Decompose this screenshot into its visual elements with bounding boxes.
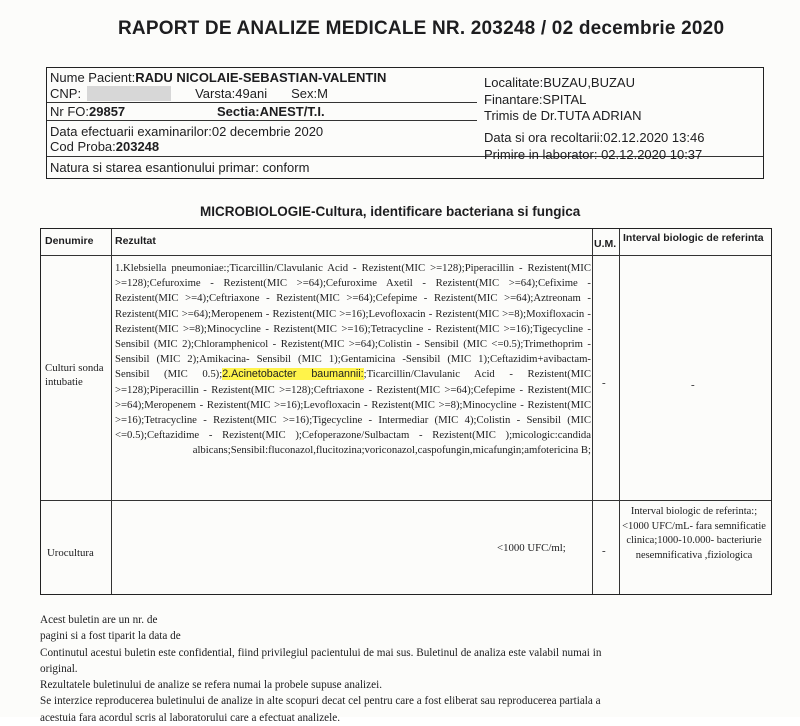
- sample-state-value: conform: [262, 160, 310, 175]
- footer-line: Continutul acestui buletin este confidential, fiind privilegiul pacientului de mai sus. Buletinul de analiza este valabil numai in: [40, 646, 602, 659]
- locality-value: BUZAU,BUZAU: [543, 75, 635, 90]
- age-value: 49ani: [235, 86, 268, 101]
- received-label: Primire in laborator:: [484, 147, 598, 162]
- sent-by-value: TUTA ADRIAN: [557, 108, 642, 123]
- footer-line: Rezultatele buletinului de analize se refera numai la probele supuse analizei.: [40, 679, 382, 692]
- age-label: Varsta:: [195, 86, 236, 101]
- sample-state-row: [50, 160, 309, 175]
- sent-by-row: [484, 108, 641, 123]
- cnp-label: CNP:: [50, 86, 82, 101]
- locality-label: Localitate:: [484, 75, 544, 90]
- row-result-urocultura: <1000 UFC/ml;: [497, 542, 566, 554]
- fo-label: Nr FO:: [50, 104, 89, 119]
- sectia-label: Sectia:: [217, 104, 260, 119]
- funding-row: [484, 92, 586, 107]
- locality-row: [484, 75, 635, 90]
- divider: [47, 102, 477, 103]
- exam-date-row: [50, 124, 323, 139]
- report-title: RAPORT DE ANALIZE MEDICALE NR. 203248 / 02 decembrie 2020: [118, 18, 725, 39]
- sample-code-label: Cod Proba:: [50, 139, 116, 154]
- sex-value: M: [317, 86, 328, 101]
- cnp-redacted: [87, 86, 171, 101]
- column-header-um: U.M.: [594, 238, 617, 250]
- fo-value: 29857: [89, 104, 126, 119]
- collection-row: [484, 130, 704, 145]
- row-name-urocultura: Urocultura: [47, 547, 94, 559]
- result-text-klebsiella: 1.Klebsiella pneumoniae:;Ticarcillin/Clavulanic Acid - Rezistent(MIC >=128);Piperacillin - Rezistent(MIC >=128);Cefuroxime - Rezistent(MIC >=64);Cefuroxime Axetil - Rezistent(MIC >=64);Cefixime - Rezistent(MIC >=4);Ceftriaxone - Rezistent(MIC >=64);Cefepime - Rezistent(MIC >=64);Aztreonam - Rezistent(MIC >=64);Meropenem - Rezistent(MIC >=16);Levofloxacin - Rezistent(MIC >=8);Moxifloxacin - Rezistent(MIC >=8);Minocycline - Rezistent(MIC >=16);Tetracycline - Rezistent(MIC >=16);Tigecycline - Sensibil (MIC 2);Chloramphenicol - Rezistent(MIC >=64);Colistin - Sensibil (MIC <=0.5);Trimethoprim - Sensibil (MIC 2);Amikacina- Sensibil (MIC 1);Gentamicina -Sensibil (MIC 1);Ceftazidim+avibactam- Sensibil (MIC 0.5);: [115, 262, 591, 381]
- received-row: [484, 147, 702, 162]
- funding-label: Finantare:: [484, 92, 543, 107]
- divider: [47, 120, 477, 121]
- sample-code-row: [50, 139, 159, 154]
- collection-label: Data si ora recoltarii:: [484, 130, 604, 145]
- footer-line: Acest buletin are un nr. de: [40, 614, 158, 626]
- footer-notes: [40, 612, 770, 726]
- exam-date-label: Data efectuarii examinarilor:: [50, 124, 212, 139]
- column-divider: [111, 229, 112, 594]
- row-interval-urocultura: Interval biologic de referinta:;<1000 UFC/mL- fara semnificatie clinica;1000-10.000- bacteriurie nesemnificativa ,fiziologica: [622, 506, 766, 561]
- footer-line: pagini si a fost tiparit la data de: [40, 630, 181, 643]
- footer-line: Se interzice reproducerea buletinului de analize in alte scopuri decat cel pentru care a fost eliberat sau reproducerea partiala a: [40, 695, 601, 708]
- column-header-result: Rezultat: [115, 235, 156, 247]
- row-result-culturi: [115, 261, 591, 459]
- row-um-culturi: -: [602, 377, 606, 389]
- section-title: MICROBIOLOGIE-Cultura, identificare bacteriana si fungica: [200, 204, 581, 219]
- exam-date-value: 02 decembrie 2020: [211, 124, 324, 139]
- sample-state-label: Natura si starea esantionului primar:: [50, 160, 259, 175]
- column-header-name: Denumire: [45, 235, 94, 247]
- patient-info-box: [46, 67, 764, 179]
- sectia-row: [217, 104, 325, 119]
- highlighted-acinetobacter: 2.Acinetobacter baumannii:: [222, 368, 364, 381]
- column-divider: [592, 229, 593, 594]
- footer-line: original.: [40, 662, 78, 675]
- row-divider: [41, 500, 771, 501]
- patient-name-label: Nume Pacient:: [50, 70, 136, 85]
- footer-line: acestuia fara acordul scris al laboratorului care a efectuat analizele.: [40, 711, 341, 724]
- row-um-urocultura: -: [602, 545, 606, 557]
- column-header-interval: Interval biologic de referinta: [623, 232, 764, 244]
- sent-by-label: Trimis de Dr.: [484, 108, 558, 123]
- patient-name-value: RADU NICOLAIE-SEBASTIAN-VALENTIN: [135, 70, 387, 85]
- sex-label: Sex:: [291, 86, 318, 101]
- row-interval-culturi: -: [691, 379, 695, 391]
- cnp-row: [50, 86, 328, 101]
- fo-row: [50, 104, 125, 119]
- sectia-value: ANEST/T.I.: [259, 104, 325, 119]
- result-text-acinetobacter: ;Ticarcillin/Clavulanic Acid - Rezistent(MIC >=128);Piperacillin - Rezistent(MIC >=128);Ceftriaxone - Rezistent(MIC >=64);Cefepime - Rezistent(MIC >=64);Meropenem - Rezistent(MIC >=16);Levofloxacin - Rezistent(MIC >=8);Minocycline - Rezistent(MIC >=16);Tetracycline - Rezistent(MIC >=16);Tigecycline - Intermediar (MIC 4);Colistin - Sensibil (MIC <=0.5);Ceftazidime - Rezistent(MIC );Cefoperazone/Sulbactam - Rezistent(MIC );micologic:candida albicans;Sensibil:fluconazol,flucitozina;voriconazol,caspofungin,micafungin;amfotericina B;: [115, 368, 591, 457]
- funding-value: SPITAL: [542, 92, 587, 107]
- sample-code-value: 203248: [115, 139, 160, 154]
- row-name-culturi: Culturi sonda intubatie: [45, 362, 104, 388]
- results-table: [40, 228, 772, 595]
- collection-value: 02.12.2020 13:46: [603, 130, 705, 145]
- patient-name-row: [50, 70, 386, 85]
- header-divider: [41, 255, 771, 256]
- received-value: 02.12.2020 10:37: [601, 147, 703, 162]
